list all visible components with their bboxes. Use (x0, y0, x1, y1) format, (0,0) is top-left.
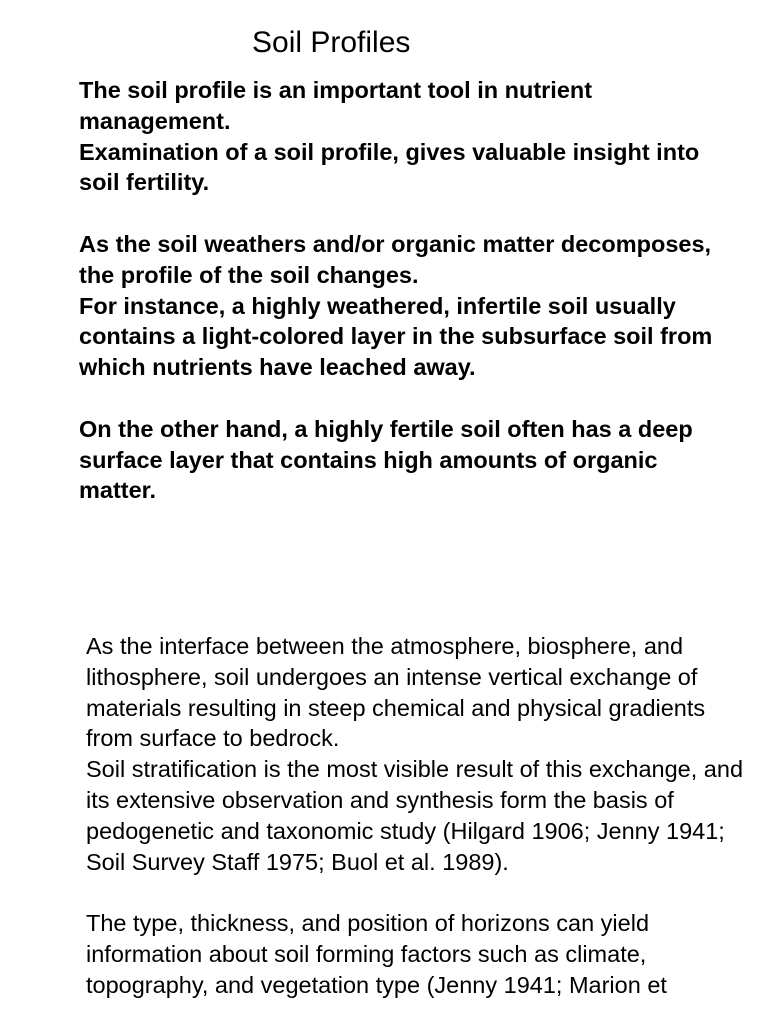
body-paragraph: Soil stratification is the most visible result of this exchange, and its extensive observation and synthesis form the basis of pedogenetic and taxonomic study (Hilgard 1906; Jenny 1941; Soil Survey Staff 1975; Buol et al. 1989). (86, 756, 744, 875)
paragraph-spacer (79, 383, 739, 414)
paragraph-spacer (79, 198, 739, 229)
body-paragraph: As the interface between the atmosphere, biosphere, and lithosphere, soil undergoes an intense vertical exchange of materials resulting in steep chemical and physical gradients from surface to bedrock. (86, 633, 706, 752)
page-title: Soil Profiles (252, 26, 411, 59)
bold-paragraph: As the soil weathers and/or organic matter decomposes, the profile of the soil changes. (79, 230, 712, 288)
paragraph-spacer (86, 877, 756, 908)
bold-paragraph: For instance, a highly weathered, infertile soil usually contains a light-colored layer in the subsurface soil from which nutrients have leached away. (79, 292, 713, 381)
bold-paragraph: On the other hand, a highly fertile soil often has a deep surface layer that contains high amounts of organic matter. (79, 415, 693, 504)
bold-intro-section (79, 75, 739, 506)
regular-body-section (86, 631, 756, 1001)
bold-paragraph: The soil profile is an important tool in nutrient management. (79, 77, 593, 134)
bold-paragraph: Examination of a soil profile, gives valuable insight into soil fertility. (79, 138, 700, 196)
body-paragraph: The type, thickness, and position of horizons can yield information about soil forming factors such as climate, topography, and vegetation type (Jenny 1941; Marion et (86, 910, 667, 998)
